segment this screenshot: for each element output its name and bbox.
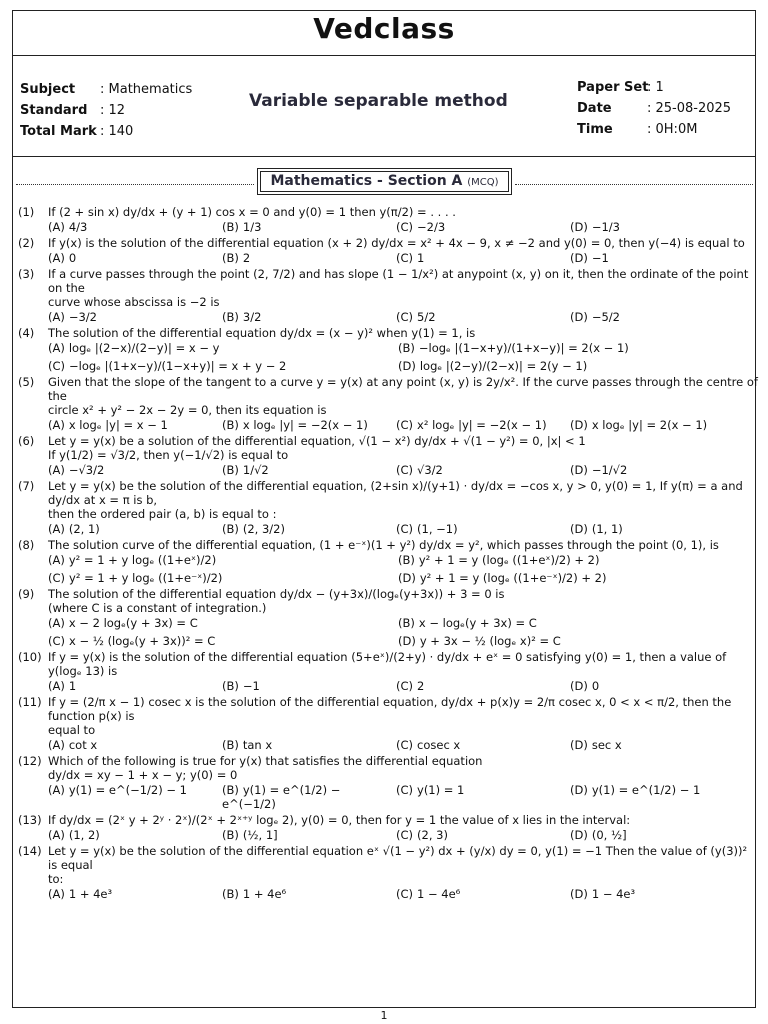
option-label: (D) — [570, 463, 588, 477]
option-label: (A) — [48, 783, 65, 797]
question-number: (8) — [18, 538, 35, 552]
option-label: (B) — [222, 522, 239, 536]
option-text: 5/2 — [417, 310, 436, 324]
question-number: (13) — [18, 813, 42, 827]
option-label: (C) — [396, 887, 414, 901]
answer-option — [570, 887, 744, 901]
answer-option — [396, 310, 570, 324]
option-text: y(1) = 1 — [417, 783, 465, 797]
option-label: (A) — [48, 828, 65, 842]
option-text: 1 − 4e³ — [591, 887, 636, 901]
option-list — [48, 522, 758, 536]
option-text: √3/2 — [417, 463, 443, 477]
question-text-line: The solution of the differential equation dy/dx = (x − y)² when y(1) = 1, is — [48, 326, 476, 340]
option-label: (A) — [48, 220, 65, 234]
answer-option — [48, 522, 222, 536]
question-text-line: Which of the following is true for y(x) that satisfies the differential equation — [48, 754, 483, 768]
answer-option — [48, 571, 398, 585]
question-item — [18, 538, 758, 585]
option-label: (D) — [570, 679, 588, 693]
option-text: −1/√2 — [591, 463, 628, 477]
meta-standard: Standard : 12 — [20, 103, 126, 118]
option-label: (C) — [396, 679, 414, 693]
option-text: cot x — [68, 738, 98, 752]
question-text-line: If dy/dx = (2ˣ y + 2ʸ · 2ˣ)/(2ˣ + 2ˣ⁺ʸ logₑ 2), y(0) = 0, then for y = 1 the value of x lies in the interval: — [48, 813, 631, 827]
option-label: (A) — [48, 616, 65, 630]
option-label: (B) — [222, 887, 239, 901]
option-text: 3/2 — [242, 310, 262, 324]
option-label: (B) — [398, 553, 415, 567]
question-text-line: (where C is a constant of integration.) — [48, 601, 267, 615]
option-label: (C) — [396, 220, 414, 234]
option-text: 4/3 — [68, 220, 88, 234]
question-text-line: Let y = y(x) be the solution of the differential equation eˣ √(1 − y²) dx + (y/x) dy = 0, y(1) = −1 Then the value of (y(3))² is equal — [48, 844, 748, 872]
section-title: Mathematics - Section A — [270, 173, 463, 189]
question-item — [18, 587, 758, 648]
option-label: (D) — [570, 220, 588, 234]
option-text: 1 — [68, 679, 77, 693]
brand-divider — [12, 55, 756, 56]
answer-option — [48, 220, 222, 234]
answer-option — [570, 418, 744, 432]
option-text: y² + 1 = y (logₑ ((1+eˣ)/2) + 2) — [418, 553, 600, 567]
option-label: (B) — [222, 251, 239, 265]
paper-meta-left — [20, 79, 192, 142]
answer-option — [48, 828, 222, 842]
answer-option — [396, 887, 570, 901]
option-text: x logₑ |y| = −2(x − 1) — [242, 418, 368, 432]
option-list — [48, 418, 758, 432]
answer-option — [396, 220, 570, 234]
answer-option — [222, 679, 396, 693]
option-text: 1 + 4e⁶ — [242, 887, 287, 901]
option-label: (D) — [570, 887, 588, 901]
option-text: y(1) = e^(1/2) − e^(−1/2) — [222, 783, 341, 811]
option-text: 1 − 4e⁶ — [417, 887, 461, 901]
option-label: (A) — [48, 463, 65, 477]
answer-option — [570, 679, 744, 693]
question-text-line: curve whose abscissa is −2 is — [48, 295, 220, 309]
option-label: (A) — [48, 887, 65, 901]
option-label: (A) — [48, 738, 65, 752]
option-label: (A) — [48, 679, 65, 693]
question-text-line: If y(1/2) = √3/2, then y(−1/√2) is equal to — [48, 448, 289, 462]
answer-option — [48, 634, 398, 648]
question-text — [48, 434, 758, 462]
option-list — [48, 310, 758, 324]
answer-option — [222, 783, 396, 811]
option-label: (A) — [48, 341, 65, 355]
question-text-line: Given that the slope of the tangent to a curve y = y(x) at any point (x, y) is 2y/x². If the curve passes through the centre of the — [48, 375, 758, 403]
option-text: −5/2 — [591, 310, 620, 324]
answer-option — [48, 463, 222, 477]
section-dotted-rule-left — [16, 184, 254, 185]
option-text: (1, 1) — [591, 522, 623, 536]
answer-option — [48, 553, 398, 567]
option-text: cosec x — [417, 738, 461, 752]
option-label: (C) — [396, 783, 414, 797]
question-text-line: Let y = y(x) be the solution of the differential equation, (2+sin x)/(y+1) · dy/dx = −cos x, y > 0, y(0) = 1, If y(π) = a and dy/dx at x = π is b, — [48, 479, 743, 507]
brand-title: Vedclass — [313, 12, 455, 45]
option-text: −2/3 — [417, 220, 446, 234]
question-item — [18, 813, 758, 842]
answer-option — [48, 738, 222, 752]
question-number: (5) — [18, 375, 35, 389]
option-label: (C) — [396, 463, 414, 477]
question-number: (4) — [18, 326, 35, 340]
header-divider — [12, 156, 756, 157]
question-number: (10) — [18, 650, 42, 664]
option-list — [48, 738, 758, 752]
question-item — [18, 695, 758, 752]
option-label: (D) — [570, 418, 588, 432]
question-text — [48, 479, 758, 521]
option-label: (C) — [396, 828, 414, 842]
question-text-line: to: — [48, 872, 64, 886]
question-text — [48, 236, 758, 250]
section-tag: (MCQ) — [467, 177, 499, 188]
question-text — [48, 587, 758, 615]
question-item — [18, 267, 758, 324]
question-text — [48, 326, 758, 340]
option-list — [48, 251, 758, 265]
question-text — [48, 813, 758, 827]
option-label: (D) — [398, 634, 416, 648]
question-item — [18, 205, 758, 234]
option-label: (C) — [48, 634, 66, 648]
option-label: (B) — [222, 679, 239, 693]
option-text: y² = 1 + y logₑ ((1+e⁻ˣ)/2) — [69, 571, 223, 585]
option-text: 1 + 4e³ — [68, 887, 113, 901]
answer-option — [570, 310, 744, 324]
answer-option — [222, 310, 396, 324]
paper-meta-right — [577, 77, 731, 140]
question-number: (7) — [18, 479, 35, 493]
question-number: (2) — [18, 236, 35, 250]
answer-option — [570, 783, 744, 811]
answer-option — [48, 341, 398, 355]
option-label: (D) — [570, 783, 588, 797]
option-text: (2, 1) — [68, 522, 100, 536]
question-item — [18, 844, 758, 901]
answer-option — [396, 828, 570, 842]
question-text-line: If y = (2/π x − 1) cosec x is the solution of the differential equation, dy/dx + p(x)y = 2/π cosec x, 0 < x < π/2, then the function p(x) is — [48, 695, 732, 723]
meta-subject: Subject : Mathematics — [20, 82, 193, 97]
question-item — [18, 479, 758, 536]
question-number: (14) — [18, 844, 42, 858]
option-label: (B) — [222, 463, 239, 477]
answer-option — [570, 738, 744, 752]
answer-option — [570, 220, 744, 234]
option-list — [48, 634, 758, 648]
option-text: −logₑ |(1−x+y)/(1+x−y)| = 2(x − 1) — [418, 341, 629, 355]
option-list — [48, 220, 758, 234]
question-text-line: then the ordered pair (a, b) is equal to : — [48, 507, 277, 521]
answer-option — [222, 463, 396, 477]
option-label: (D) — [570, 310, 588, 324]
answer-option — [222, 887, 396, 901]
option-text: (1, 2) — [68, 828, 100, 842]
question-text — [48, 267, 758, 309]
question-item — [18, 326, 758, 373]
answer-option — [398, 616, 748, 630]
option-text: −1 — [591, 251, 609, 265]
answer-option — [222, 738, 396, 752]
option-label: (B) — [222, 828, 239, 842]
option-label: (D) — [398, 571, 416, 585]
option-label: (C) — [48, 571, 66, 585]
option-text: (1, −1) — [417, 522, 458, 536]
question-item — [18, 375, 758, 432]
answer-option — [570, 251, 744, 265]
answer-option — [398, 634, 748, 648]
paper-title: Variable separable method — [249, 91, 508, 111]
option-text: (0, ½] — [591, 828, 627, 842]
answer-option — [222, 251, 396, 265]
option-list — [48, 828, 758, 842]
answer-option — [222, 220, 396, 234]
option-text: 1 — [417, 251, 425, 265]
answer-option — [396, 783, 570, 811]
question-text-line: If (2 + sin x) dy/dx + (y + 1) cos x = 0 and y(0) = 1 then y(π/2) = . . . . — [48, 205, 456, 219]
answer-option — [48, 310, 222, 324]
answer-option — [48, 251, 222, 265]
option-label: (C) — [396, 251, 414, 265]
question-text — [48, 844, 758, 886]
option-label: (A) — [48, 251, 65, 265]
answer-option — [396, 679, 570, 693]
answer-option — [396, 522, 570, 536]
option-text: y(1) = e^(−1/2) − 1 — [68, 783, 187, 797]
answer-option — [48, 616, 398, 630]
option-text: 1/√2 — [242, 463, 269, 477]
option-label: (C) — [396, 418, 414, 432]
option-list — [48, 571, 758, 585]
option-list — [48, 783, 758, 811]
option-list — [48, 887, 758, 901]
question-text — [48, 695, 758, 737]
option-text: x logₑ |y| = x − 1 — [68, 418, 168, 432]
option-text: x − 2 logₑ(y + 3x) = C — [68, 616, 198, 630]
question-text — [48, 205, 758, 219]
answer-option — [48, 783, 222, 811]
option-text: y² + 1 = y (logₑ ((1+e⁻ˣ)/2) + 2) — [419, 571, 607, 585]
option-text: −logₑ |(1+x−y)/(1−x+y)| = x + y − 2 — [69, 359, 287, 373]
option-text: x logₑ |y| = 2(x − 1) — [591, 418, 708, 432]
option-label: (C) — [396, 310, 414, 324]
option-label: (B) — [398, 341, 415, 355]
meta-total-mark: Total Mark : 140 — [20, 124, 134, 139]
option-text: −1/3 — [591, 220, 620, 234]
question-text — [48, 650, 758, 678]
option-label: (D) — [398, 359, 416, 373]
option-text: −3/2 — [68, 310, 97, 324]
answer-option — [570, 828, 744, 842]
answer-option — [570, 522, 744, 536]
question-item — [18, 754, 758, 811]
question-item — [18, 236, 758, 265]
option-label: (A) — [48, 522, 65, 536]
option-label: (A) — [48, 553, 65, 567]
option-text: x² logₑ |y| = −2(x − 1) — [417, 418, 547, 432]
answer-option — [398, 341, 748, 355]
answer-option — [396, 251, 570, 265]
question-text — [48, 375, 758, 417]
question-number: (1) — [18, 205, 35, 219]
meta-time: Time : 0H:0M — [577, 122, 698, 137]
option-text: 0 — [591, 679, 600, 693]
option-label: (A) — [48, 310, 65, 324]
question-item — [18, 650, 758, 693]
option-label: (D) — [570, 738, 588, 752]
option-label: (B) — [398, 616, 415, 630]
question-text-line: equal to — [48, 723, 96, 737]
option-text: (2, 3/2) — [242, 522, 285, 536]
option-label: (C) — [396, 522, 414, 536]
question-text-line: dy/dx = xy − 1 + x − y; y(0) = 0 — [48, 768, 238, 782]
question-text — [48, 754, 758, 782]
option-list — [48, 359, 758, 373]
answer-option — [222, 522, 396, 536]
section-dotted-rule-right — [515, 184, 753, 185]
question-text-line: If y(x) is the solution of the differential equation (x + 2) dy/dx = x² + 4x − 9, x ≠ −2 and y(0) = 0, then y(−4) is equal to — [48, 236, 745, 250]
option-text: logₑ |(2−y)/(2−x)| = 2(y − 1) — [419, 359, 588, 373]
option-label: (D) — [570, 251, 588, 265]
question-text-line: The solution of the differential equation dy/dx − (y+3x)/(logₑ(y+3x)) + 3 = 0 is — [48, 587, 505, 601]
question-number: (9) — [18, 587, 35, 601]
option-text: −1 — [242, 679, 260, 693]
option-text: 2 — [417, 679, 425, 693]
answer-option — [398, 359, 748, 373]
option-label: (C) — [396, 738, 414, 752]
option-list — [48, 553, 758, 567]
option-text: y(1) = e^(1/2) − 1 — [591, 783, 701, 797]
question-text-line: If y = y(x) is the solution of the differential equation (5+eˣ)/(2+y) · dy/dx + eˣ = 0 satisfying y(0) = 1, then a value of y(logₑ 13) is — [48, 650, 727, 678]
option-text: x − logₑ(y + 3x) = C — [418, 616, 537, 630]
option-text: y + 3x − ½ (logₑ x)² = C — [419, 634, 561, 648]
question-number: (11) — [18, 695, 42, 709]
option-text: −√3/2 — [68, 463, 105, 477]
option-text: tan x — [242, 738, 273, 752]
answer-option — [222, 828, 396, 842]
answer-option — [396, 418, 570, 432]
answer-option — [396, 463, 570, 477]
section-heading — [257, 168, 512, 195]
option-text: y² = 1 + y logₑ ((1+eˣ)/2) — [68, 553, 217, 567]
option-text: (2, 3) — [417, 828, 448, 842]
option-text: 1/3 — [242, 220, 262, 234]
question-number: (6) — [18, 434, 35, 448]
answer-option — [398, 553, 748, 567]
answer-option — [48, 418, 222, 432]
option-text: logₑ |(2−x)/(2−y)| = x − y — [68, 341, 220, 355]
answer-option — [48, 359, 398, 373]
option-list — [48, 616, 758, 630]
question-text-line: circle x² + y² − 2x − 2y = 0, then its equation is — [48, 403, 327, 417]
option-label: (B) — [222, 220, 239, 234]
option-text: (½, 1] — [242, 828, 278, 842]
option-label: (B) — [222, 310, 239, 324]
option-text: 2 — [242, 251, 251, 265]
answer-option — [570, 463, 744, 477]
meta-date: Date : 25-08-2025 — [577, 101, 732, 116]
option-label: (B) — [222, 783, 239, 797]
answer-option — [396, 738, 570, 752]
question-text-line: If a curve passes through the point (2, 7/2) and has slope (1 − 1/x²) at anypoint (x, y) on it, then the ordinate of the point on the — [48, 267, 749, 295]
option-label: (B) — [222, 738, 239, 752]
question-number: (3) — [18, 267, 35, 281]
question-text-line: Let y = y(x) be a solution of the differential equation, √(1 − x²) dy/dx + √(1 − y²) = 0, |x| < 1 — [48, 434, 586, 448]
question-list — [18, 205, 758, 903]
option-label: (A) — [48, 418, 65, 432]
question-number: (12) — [18, 754, 42, 768]
answer-option — [48, 887, 222, 901]
option-label: (D) — [570, 828, 588, 842]
answer-option — [48, 679, 222, 693]
question-text — [48, 538, 758, 552]
answer-option — [398, 571, 748, 585]
question-text-line: The solution curve of the differential equation, (1 + e⁻ˣ)(1 + y²) dy/dx = y², which passes through the point (0, 1), is — [48, 538, 719, 552]
option-label: (C) — [48, 359, 66, 373]
question-item — [18, 434, 758, 477]
meta-paper-set: Paper Set: 1 — [577, 80, 664, 95]
answer-option — [222, 418, 396, 432]
option-text: 0 — [68, 251, 77, 265]
option-list — [48, 341, 758, 355]
option-list — [48, 463, 758, 477]
option-text: x − ½ (logₑ(y + 3x))² = C — [69, 634, 216, 648]
option-list — [48, 679, 758, 693]
option-label: (D) — [570, 522, 588, 536]
option-text: sec x — [591, 738, 622, 752]
page-number: 1 — [380, 1009, 388, 1022]
option-label: (B) — [222, 418, 239, 432]
